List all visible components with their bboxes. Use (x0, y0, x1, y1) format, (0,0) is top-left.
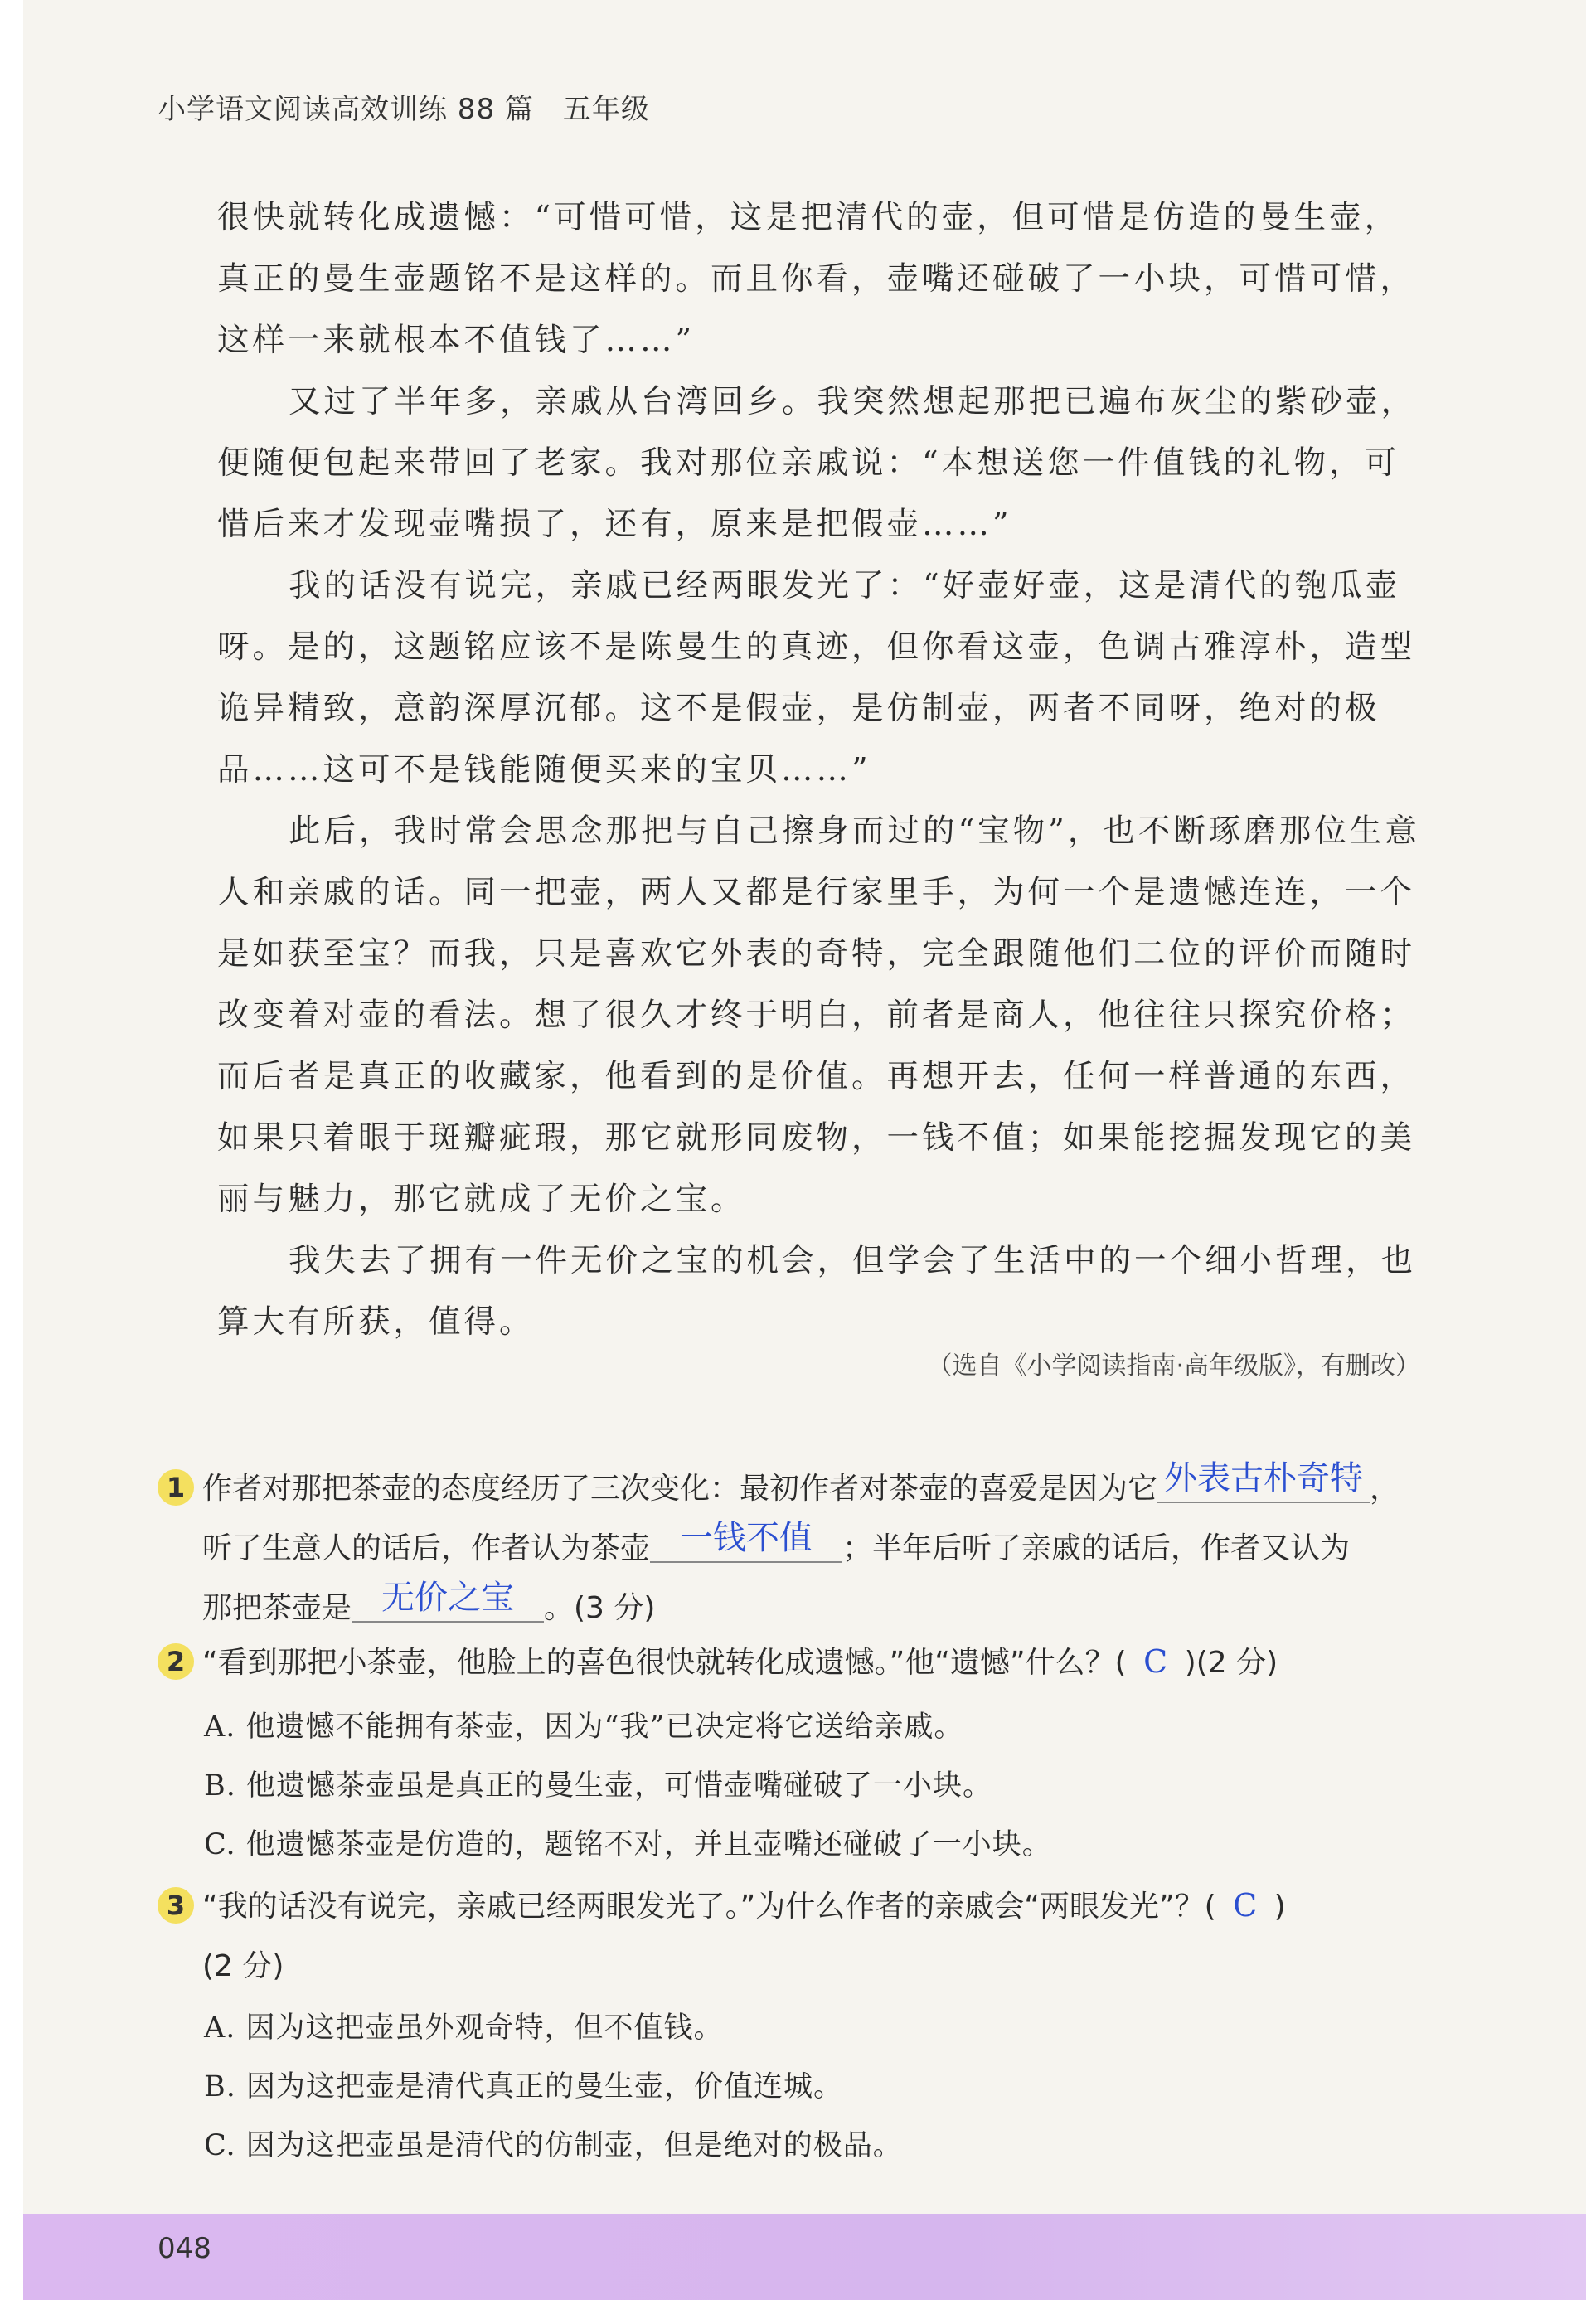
question-1-text-5: 。(3 分) (544, 1591, 656, 1625)
answer-blank-2[interactable] (650, 1519, 842, 1563)
answer-blank-3[interactable] (352, 1579, 544, 1623)
question-1-text-4: 那把茶壶是 (202, 1591, 352, 1625)
question-3-close: ) (1273, 1890, 1286, 1924)
question-number-badge: 1 (158, 1469, 194, 1506)
option-b: B. 他遗憾茶壶虽是真正的曼生壶，可惜壶嘴碰破了一小块。 (204, 1769, 992, 1803)
question-1-text-2: 听了生意人的话后，作者认为茶壶 (202, 1531, 651, 1565)
question-2-points: )(2 分) (1184, 1646, 1278, 1680)
passage-paragraph: 我失去了拥有一件无价之宝的机会，但学会了生活中的一个细小哲理，也算大有所获，值得。 (217, 1242, 1417, 1341)
answer-blank-1[interactable] (1157, 1459, 1370, 1503)
question-number-badge: 2 (158, 1643, 194, 1680)
handwritten-answer: 外表古朴奇特 (1164, 1459, 1364, 1497)
question-3-line-1 (158, 1875, 1484, 1937)
question-1-text-1: 作者对那把茶壶的态度经历了三次变化：最初作者对茶壶的喜爱是因为它 (202, 1472, 1158, 1506)
reading-passage (217, 187, 1426, 1353)
option-b: B. 因为这把壶是清代真正的曼生壶，价值连城。 (204, 2070, 843, 2103)
passage-paragraph: 我的话没有说完，亲戚已经两眼发光了：“好壶好壶，这是清代的匏瓜壶呀。是的，这题铭应该不是陈曼生的真迹，但你看这壶，色调古雅淳朴，造型诡异精致，意韵深厚沉郁。这不是假壶，是仿制壶，两者不同呀，绝对的极品……这可不是钱能随便买来的宝贝……” (217, 567, 1416, 789)
option-c: C. 他遗憾茶壶是仿造的，题铭不对，并且壶嘴还碰破了一小块。 (204, 1828, 1052, 1861)
source-citation: （选自《小学阅读指南·高年级版》，有删改） (927, 1351, 1420, 1380)
question-2-stem: “看到那把小茶壶，他脸上的喜色很快就转化成遗憾。”他“遗憾”什么？( (202, 1646, 1127, 1680)
question-3 (158, 1875, 1484, 1997)
page-number: 048 (158, 2232, 211, 2265)
passage-paragraph: 很快就转化成遗憾：“可惜可惜，这是把清代的壶，但可惜是仿造的曼生壶，真正的曼生壶题铭不是这样的。而且你看，壶嘴还碰破了一小块，可惜可惜，这样一来就根本不值钱了……” (217, 199, 1416, 359)
passage-paragraph: 又过了半年多，亲戚从台湾回乡。我突然想起那把已遍布灰尘的紫砂壶，便随便包起来带回了老家。我对那位亲戚说：“本想送您一件值钱的礼物，可惜后来才发现壶嘴损了，还有，原来是把假壶……” (217, 383, 1417, 543)
handwritten-answer: 无价之宝 (381, 1579, 515, 1617)
passage-paragraph: 此后，我时常会思念那把与自己擦身而过的“宝物”，也不断琢磨那位生意人和亲戚的话。同一把壶，两人又都是行家里手，为何一个是遗憾连连，一个是如获至宝？而我，只是喜欢它外表的奇特，完全跟随他们二位的评价而随时改变着对壶的看法。想了很久才终于明白，前者是商人，他往往只探究价格；而后者是真正的收藏家，他看到的是价值。再想开去，任何一样普通的东西，如果只着眼于斑瓣疵瑕，那它就形同废物，一钱不值；如果能挖掘发现它的美丽与魅力，那它就成了无价之宝。 (217, 813, 1420, 1218)
handwritten-answer: 一钱不值 (680, 1519, 813, 1557)
question-2 (158, 1632, 1484, 1693)
question-1-comma: ， (1370, 1472, 1400, 1506)
choice-answer[interactable]: C (1143, 1643, 1168, 1680)
question-3-points: (2 分) (202, 1949, 284, 1983)
question-1-text-3: ；半年后听了亲戚的话后，作者又认为 (842, 1531, 1351, 1565)
option-a: A. 因为这把壶虽外观奇特，但不值钱。 (204, 2011, 724, 2045)
running-header: 小学语文阅读高效训练 88 篇 五年级 (158, 93, 650, 126)
question-number-badge: 3 (158, 1887, 194, 1924)
question-3-stem: “我的话没有说完，亲戚已经两眼发光了。”为什么作者的亲戚会“两眼发光”？( (202, 1890, 1216, 1924)
choice-answer[interactable]: C (1233, 1887, 1258, 1924)
option-c: C. 因为这把壶虽是清代的仿制壶，但是绝对的极品。 (204, 2129, 903, 2162)
footer-band (23, 2214, 1586, 2300)
option-a: A. 他遗憾不能拥有茶壶，因为“我”已决定将它送给亲戚。 (204, 1710, 964, 1744)
question-1-line-3 (158, 1579, 1484, 1638)
question-1 (158, 1459, 1484, 1638)
